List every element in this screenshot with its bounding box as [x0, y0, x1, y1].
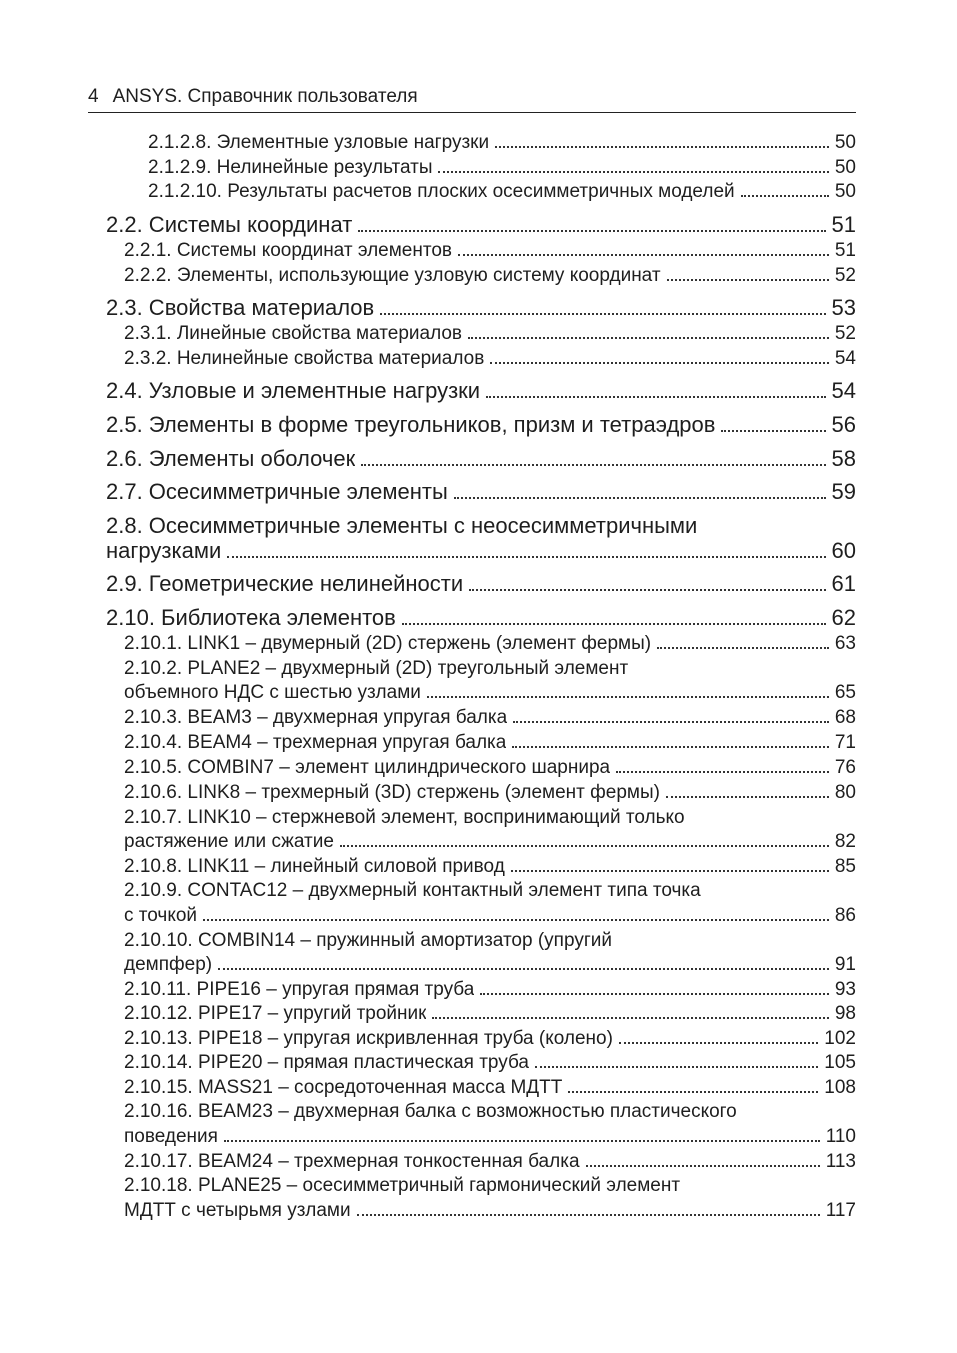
toc-entry-title: 2.7. Осесимметричные элементы: [106, 479, 448, 504]
dot-leader: [495, 146, 829, 148]
toc-entry-title: МДТТ с четырьмя узлами: [124, 1200, 351, 1221]
dot-leader: [586, 1165, 820, 1167]
toc-page-number: 91: [834, 954, 856, 975]
toc-entry-title: демпфер): [124, 954, 213, 975]
toc-entry-title: 2.10.8. LINK11 – линейный силовой привод: [124, 856, 505, 877]
toc-page-number: 63: [834, 633, 856, 654]
toc-page-number: 86: [834, 905, 856, 926]
toc-entry-title: 2.10.6. LINK8 – трехмерный (3D) стержень (элемент фермы): [124, 782, 660, 803]
toc-entry[interactable]: [124, 240, 856, 262]
toc-entry-title: 2.1.2.8. Элементные узловые нагрузки: [148, 132, 490, 153]
toc-entry[interactable]: [124, 732, 856, 754]
dot-leader: [535, 1066, 818, 1068]
toc-entry-title: 2.3.1. Линейные свойства материалов: [124, 323, 463, 344]
dot-leader: [721, 430, 825, 432]
toc-page-number: 102: [824, 1028, 856, 1049]
dot-leader: [357, 1214, 820, 1216]
toc-entry[interactable]: [106, 479, 856, 505]
toc-entry-title: 2.10. Библиотека элементов: [106, 605, 396, 630]
toc-page-number: 54: [831, 378, 856, 403]
toc-entry[interactable]: [106, 212, 856, 238]
toc-entry[interactable]: [148, 132, 856, 154]
toc-entry-title: 2.1.2.10. Результаты расчетов плоских осесимметричных моделей: [148, 181, 735, 202]
dot-leader: [402, 623, 826, 625]
toc-entry-title: нагрузками: [106, 538, 222, 563]
dot-leader: [340, 845, 829, 847]
toc-entry-title: 2.10.11. PIPE16 – упругая прямая труба: [124, 979, 475, 1000]
toc-entry-title: 2.10.12. PIPE17 – упругий тройник: [124, 1003, 427, 1024]
toc-entry-first-line: 2.10.7. LINK10 – стержневой элемент, воспринимающий только: [124, 807, 685, 828]
toc-entry[interactable]: [106, 295, 856, 321]
toc-entry-first-line: 2.8. Осесимметричные элементы с неосесимметричными: [106, 513, 698, 538]
toc-entry[interactable]: [106, 605, 856, 631]
dot-leader: [227, 556, 825, 558]
toc-page-number: 82: [834, 831, 856, 852]
dot-leader: [380, 313, 825, 315]
toc-page-number: 110: [825, 1126, 856, 1147]
toc-entry-title: 2.2. Системы координат: [106, 212, 353, 237]
toc-entry[interactable]: [124, 1126, 856, 1148]
toc-page-number: 51: [834, 240, 856, 261]
toc-entry-first-line: 2.10.10. COMBIN14 – пружинный амортизатор (упругий: [124, 930, 612, 951]
toc-page-number: 76: [834, 757, 856, 778]
dot-leader: [513, 721, 829, 723]
toc-entry[interactable]: [148, 181, 856, 203]
dot-leader: [432, 1017, 828, 1019]
toc-page-number: 58: [831, 446, 856, 471]
dot-leader: [486, 396, 825, 398]
dot-leader: [657, 647, 829, 649]
page-number: 4: [88, 86, 99, 107]
toc-page-number: 59: [831, 479, 856, 504]
toc-entry[interactable]: [124, 707, 856, 729]
toc-page-number: 117: [825, 1200, 856, 1221]
toc-entry-first-line: 2.10.9. CONTAC12 – двухмерный контактный элемент типа точка: [124, 880, 701, 901]
toc-entry[interactable]: [106, 538, 856, 564]
toc-page-number: 98: [834, 1003, 856, 1024]
dot-leader: [568, 1091, 818, 1093]
toc-entry[interactable]: [124, 682, 856, 704]
toc-page-number: 68: [834, 707, 856, 728]
dot-leader: [741, 195, 829, 197]
toc-entry-title: 2.5. Элементы в форме треугольников, призм и тетраэдров: [106, 412, 716, 437]
toc-entry[interactable]: [124, 265, 856, 287]
dot-leader: [619, 1042, 818, 1044]
toc-entry[interactable]: [124, 1028, 856, 1050]
toc-page-number: 50: [834, 157, 856, 178]
dot-leader: [666, 796, 829, 798]
toc-entry-title: 2.6. Элементы оболочек: [106, 446, 356, 471]
toc-entry-title: 2.4. Узловые и элементные нагрузки: [106, 378, 481, 403]
toc-entry[interactable]: [124, 782, 856, 804]
toc-entry[interactable]: [124, 856, 856, 878]
toc-entry-title: 2.10.17. BEAM24 – трехмерная тонкостенная балка: [124, 1151, 580, 1172]
toc-entry-title: 2.10.4. BEAM4 – трехмерная упругая балка: [124, 732, 507, 753]
toc-page-number: 52: [834, 323, 856, 344]
toc-entry-title: 2.10.5. COMBIN7 – элемент цилиндрического шарнира: [124, 757, 611, 778]
toc-entry[interactable]: [106, 571, 856, 597]
dot-leader: [490, 362, 829, 364]
dot-leader: [667, 279, 829, 281]
toc-entry-title: с точкой: [124, 905, 198, 926]
toc-page-number: 105: [824, 1052, 856, 1073]
toc-page-number: 51: [831, 212, 856, 237]
dot-leader: [454, 497, 826, 499]
dot-leader: [438, 171, 828, 173]
toc-page-number: 50: [834, 132, 856, 153]
toc-entry-title: поведения: [124, 1126, 218, 1147]
toc-entry[interactable]: [124, 323, 856, 345]
toc-entry-title: 2.10.14. PIPE20 – прямая пластическая труба: [124, 1052, 530, 1073]
toc-entry[interactable]: [124, 905, 856, 927]
toc-entry[interactable]: [124, 979, 856, 1001]
toc-page-number: 60: [831, 538, 856, 563]
toc-entry[interactable]: [124, 831, 856, 853]
toc-entry-first-line: 2.10.18. PLANE25 – осесимметричный гармонический элемент: [124, 1175, 681, 1196]
toc-page-number: 85: [834, 856, 856, 877]
dot-leader: [480, 993, 829, 995]
toc-entry-first-line: 2.10.2. PLANE2 – двухмерный (2D) треугольный элемент: [124, 658, 629, 679]
dot-leader: [358, 230, 825, 232]
toc-entry-title: 2.10.15. MASS21 – сосредоточенная масса МДТТ: [124, 1077, 563, 1098]
toc-entry[interactable]: [148, 157, 856, 179]
dot-leader: [203, 919, 829, 921]
toc-entry[interactable]: [124, 348, 856, 370]
dot-leader: [512, 746, 829, 748]
toc-entry-title: объемного НДС с шестью узлами: [124, 682, 421, 703]
toc-page-number: 56: [831, 412, 856, 437]
toc-entry-title: растяжение или сжатие: [124, 831, 334, 852]
toc-page-number: 61: [831, 571, 856, 596]
toc-entry[interactable]: [124, 1151, 856, 1173]
toc-entry[interactable]: [124, 1052, 856, 1074]
toc-page-number: 108: [824, 1077, 856, 1098]
toc-page-number: 52: [834, 265, 856, 286]
toc-entry-title: 2.10.1. LINK1 – двумерный (2D) стержень (элемент фермы): [124, 633, 652, 654]
toc-entry-title: 2.9. Геометрические нелинейности: [106, 571, 464, 596]
dot-leader: [511, 870, 829, 872]
toc-page-number: 54: [834, 348, 856, 369]
toc-page-number: 71: [834, 732, 856, 753]
toc-entry[interactable]: [106, 412, 856, 438]
toc-page-number: 65: [834, 682, 856, 703]
toc-entry[interactable]: [124, 1077, 856, 1099]
dot-leader: [616, 771, 829, 773]
toc-entry[interactable]: [106, 446, 856, 472]
toc-page-number: 62: [831, 605, 856, 630]
dot-leader: [361, 464, 825, 466]
toc-entry[interactable]: [106, 378, 856, 404]
toc-entry[interactable]: [124, 1200, 856, 1222]
toc-entry[interactable]: [124, 1003, 856, 1025]
toc-entry-title: 2.2.2. Элементы, использующие узловую систему координат: [124, 265, 661, 286]
toc-page-number: 93: [834, 979, 856, 1000]
toc-entry-title: 2.3. Свойства материалов: [106, 295, 375, 320]
dot-leader: [218, 968, 829, 970]
dot-leader: [469, 589, 825, 591]
running-title: ANSYS. Справочник пользователя: [112, 86, 418, 107]
toc-entry[interactable]: [124, 757, 856, 779]
toc-entry-title: 2.10.13. PIPE18 – упругая искривленная труба (колено): [124, 1028, 613, 1049]
toc-page-number: 50: [834, 181, 856, 202]
toc-page-number: 113: [825, 1151, 856, 1172]
dot-leader: [468, 337, 829, 339]
toc-page-number: 80: [834, 782, 856, 803]
toc-entry-title: 2.1.2.9. Нелинейные результаты: [148, 157, 433, 178]
dot-leader: [224, 1140, 820, 1142]
toc-entry-title: 2.3.2. Нелинейные свойства материалов: [124, 348, 485, 369]
toc-entry-title: 2.2.1. Системы координат элементов: [124, 240, 453, 261]
toc-entry[interactable]: [124, 633, 856, 655]
toc-page-number: 53: [831, 295, 856, 320]
toc-entry[interactable]: [124, 954, 856, 976]
toc-entry-first-line: 2.10.16. BEAM23 – двухмерная балка с возможностью пластического: [124, 1101, 737, 1122]
toc-entry-title: 2.10.3. BEAM3 – двухмерная упругая балка: [124, 707, 508, 728]
dot-leader: [427, 696, 829, 698]
dot-leader: [458, 254, 829, 256]
